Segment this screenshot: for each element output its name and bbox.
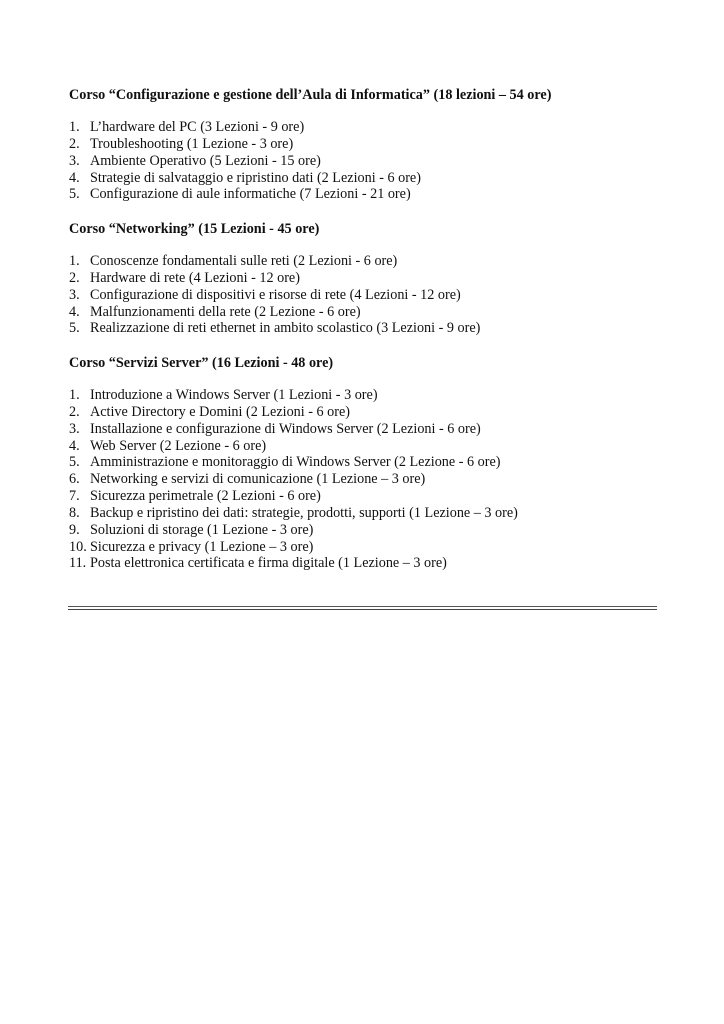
list-item — [69, 387, 518, 404]
item-number: 4. — [69, 169, 80, 186]
item-text: Conoscenze fondamentali sulle reti (2 Lezioni - 6 ore) — [90, 253, 398, 269]
list-item — [69, 421, 518, 438]
item-text: Sicurezza e privacy (1 Lezione – 3 ore) — [90, 538, 314, 555]
item-number: 3. — [69, 152, 80, 169]
item-text: Sicurezza perimetrale (2 Lezioni - 6 ore) — [90, 488, 321, 505]
item-text: Active Directory e Domini (2 Lezioni - 6 ore) — [90, 403, 351, 420]
item-text: Troubleshooting (1 Lezione - 3 ore) — [90, 135, 294, 152]
list-item — [69, 287, 480, 304]
item-number: 1. — [69, 387, 80, 403]
list-item — [69, 170, 421, 187]
list-item — [69, 539, 518, 556]
course-modules-aula-informatica — [69, 119, 421, 203]
item-number: 9. — [69, 521, 80, 538]
list-item — [69, 488, 518, 505]
item-text: Posta elettronica certificata e firma digitale (1 Lezione – 3 ore) — [90, 555, 447, 572]
item-text: Installazione e configurazione di Windows Server (2 Lezioni - 6 ore) — [90, 420, 481, 437]
course-modules-networking — [69, 253, 480, 337]
list-item — [69, 320, 480, 337]
list-item — [69, 522, 518, 539]
item-text: Realizzazione di reti ethernet in ambito scolastico (3 Lezioni - 9 ore) — [90, 320, 481, 337]
list-item — [69, 136, 421, 153]
course-title-servizi-server: Corso “Servizi Server” (16 Lezioni - 48 ore) — [69, 355, 334, 371]
item-text: Backup e ripristino dei dati: strategie, prodotti, supporti (1 Lezione – 3 ore) — [90, 504, 518, 521]
list-item — [69, 253, 480, 270]
item-text: Introduzione a Windows Server (1 Lezioni - 3 ore) — [90, 387, 378, 403]
horizontal-rule — [68, 609, 657, 610]
item-number: 1. — [69, 119, 80, 135]
item-text: Hardware di rete (4 Lezioni - 12 ore) — [90, 269, 300, 286]
item-number: 3. — [69, 420, 80, 437]
list-item — [69, 471, 518, 488]
list-item — [69, 186, 421, 203]
item-number: 11. — [69, 555, 87, 572]
course-title-aula-informatica: Corso “Configurazione e gestione dell’Aula di Informatica” (18 lezioni – 54 ore) — [69, 87, 552, 103]
item-text: Strategie di salvataggio e ripristino dati (2 Lezioni - 6 ore) — [90, 169, 421, 186]
item-number: 4. — [69, 437, 80, 454]
item-number: 2. — [69, 135, 80, 152]
list-item — [69, 119, 421, 136]
list-item — [69, 454, 518, 471]
list-item — [69, 438, 518, 455]
list-item — [69, 153, 421, 170]
item-text: Soluzioni di storage (1 Lezione - 3 ore) — [90, 521, 314, 538]
item-text: Configurazione di dispositivi e risorse di rete (4 Lezioni - 12 ore) — [90, 286, 461, 303]
item-text: Networking e servizi di comunicazione (1 Lezione – 3 ore) — [90, 471, 426, 488]
list-item — [69, 404, 518, 421]
item-number: 5. — [69, 186, 80, 203]
list-item — [69, 555, 518, 572]
item-number: 7. — [69, 488, 80, 505]
item-text: Configurazione di aule informatiche (7 Lezioni - 21 ore) — [90, 186, 411, 203]
course-title-networking: Corso “Networking” (15 Lezioni - 45 ore) — [69, 221, 320, 237]
item-number: 5. — [69, 320, 80, 337]
item-text: Web Server (2 Lezione - 6 ore) — [90, 437, 267, 454]
item-number: 10. — [69, 538, 87, 555]
item-number: 8. — [69, 504, 80, 521]
item-number: 6. — [69, 471, 80, 488]
item-number: 1. — [69, 253, 80, 269]
item-number: 2. — [69, 403, 80, 420]
list-item — [69, 304, 480, 321]
item-number: 3. — [69, 286, 80, 303]
item-number: 4. — [69, 303, 80, 320]
item-text: Malfunzionamenti della rete (2 Lezione - 6 ore) — [90, 303, 361, 320]
horizontal-rule — [68, 606, 657, 607]
course-modules-servizi-server — [69, 387, 518, 572]
item-number: 5. — [69, 454, 80, 471]
list-item — [69, 505, 518, 522]
item-number: 2. — [69, 269, 80, 286]
item-text: Amministrazione e monitoraggio di Windows Server (2 Lezione - 6 ore) — [90, 454, 501, 471]
list-item — [69, 270, 480, 287]
item-text: L’hardware del PC (3 Lezioni - 9 ore) — [90, 119, 305, 135]
item-text: Ambiente Operativo (5 Lezioni - 15 ore) — [90, 152, 321, 169]
